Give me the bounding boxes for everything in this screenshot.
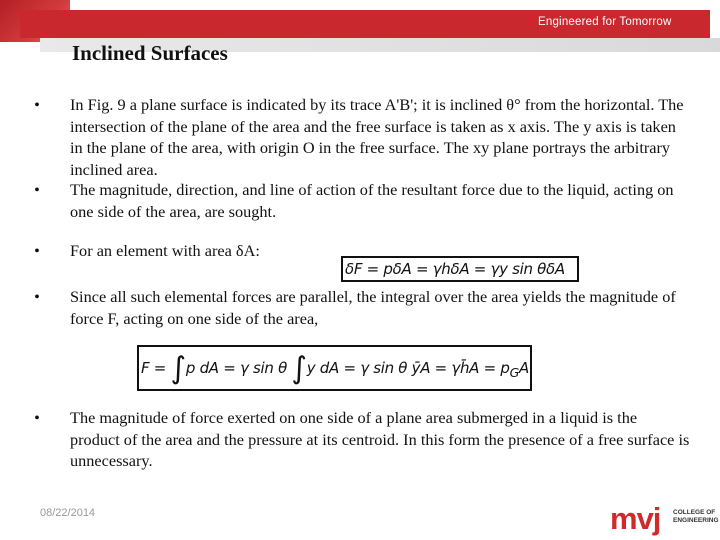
bullet-marker: •: [34, 95, 40, 114]
slide-title: Inclined Surfaces: [72, 41, 228, 65]
bullet-marker: •: [34, 287, 40, 306]
equation-lhs: F =: [141, 359, 171, 377]
elemental-force-equation: δF = pδA = γhδA = γy sin θδA: [341, 256, 579, 282]
bullet-marker: •: [34, 180, 40, 199]
equation-part2: y dA = γ sin θ ȳA = γh̄A = p: [306, 359, 510, 377]
bullet-text: The magnitude, direction, and line of action of the resultant force due to the liquid, acting on one side of the area, are sought.: [70, 180, 674, 221]
equation-subscript: G: [509, 365, 519, 380]
logo-mark: mvj: [610, 501, 661, 536]
bullet-marker: •: [34, 408, 40, 427]
bullet-marker: •: [34, 241, 40, 260]
resultant-force-equation: [137, 345, 532, 391]
footer-date: 08/22/2014: [40, 507, 96, 519]
college-logo: [610, 501, 720, 540]
equation-tail: A: [518, 359, 529, 377]
equation-part1: p dA = γ sin θ: [185, 359, 292, 377]
bullet-text: Since all such elemental forces are parallel, the integral over the area yields the magnitude of force F, acting on one side of the area,: [70, 287, 676, 328]
integral-sign: ∫: [291, 351, 307, 386]
integral-sign: ∫: [170, 351, 186, 386]
logo-text: COLLEGE OF ENGINEERING: [673, 509, 719, 524]
bullet-text: In Fig. 9 a plane surface is indicated by its trace A'B'; it is inclined θ° from the horizontal. The intersection of the plane of the area and the free surface is taken as x axis. The y axis is taken in the plane of the area, with origin O in the free surface. The xy plane portrays the arbitrary inclined area.: [70, 95, 684, 179]
bullet-text: For an element with area δA:: [70, 241, 260, 260]
header-tagline: Engineered for Tomorrow: [538, 16, 672, 28]
bullet-text: The magnitude of force exerted on one side of a plane area submerged in a liquid is the product of the area and the pressure at its centroid. In this form the presence of a free surface is unnecessary.: [70, 408, 690, 470]
